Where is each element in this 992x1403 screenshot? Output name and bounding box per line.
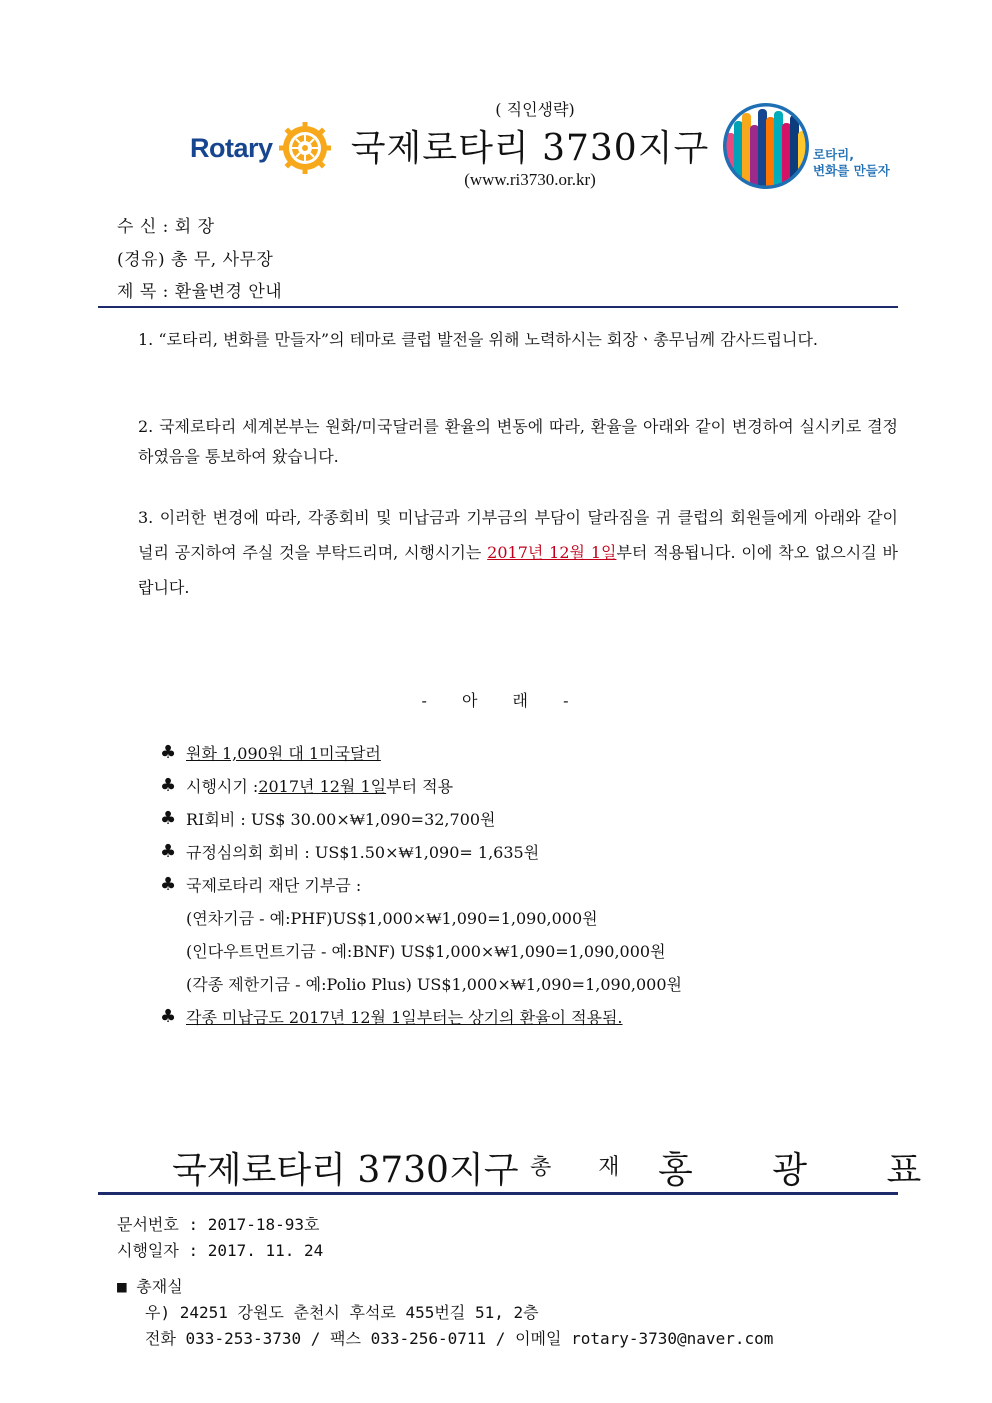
square-bullet-icon: ■ [117, 1277, 127, 1296]
theme-line-2: 변화를 만들자 [813, 163, 890, 178]
header-divider [98, 306, 898, 308]
unpaid-dues-note: 각종 미납금도 2017년 12월 1일부터는 상기의 환율이 적용됨. [186, 1008, 623, 1027]
paragraph-3-part-a: 3. 이러한 변경에 따라, 각종회비 및 미납금과 기부금의 부담이 달라짐을 귀 클럽의 회원들에게 아래와 같이 널리 공지하여 주실 것을 부탁드리며, 시행시기는 [138, 508, 898, 562]
club-bullet-icon: ♣ [160, 874, 177, 895]
rotary-logo [190, 122, 331, 174]
list-item [160, 802, 682, 835]
effective-date-highlight: 2017년 12월 1일 [487, 543, 617, 562]
theme-line-1: 로타리, [813, 147, 854, 162]
paragraph-3-text [98, 500, 898, 605]
rate-items-list [160, 736, 682, 1033]
list-item [160, 868, 682, 901]
seal-omitted-note: ( 직인생략) [495, 100, 575, 119]
exchange-rate-text: 원화 1,090원 대 1미국달러 [186, 744, 381, 763]
foundation-donation-text: 국제로타리 재단 기부금 : [186, 876, 362, 895]
paragraph-1-text: 1. “로타리, 변화를 만들자”의 테마로 클럽 발전을 위해 노력하시는 회장ㆍ총무님께 감사드립니다. [138, 330, 818, 349]
club-bullet-icon: ♣ [160, 841, 177, 862]
rotary-wordmark: Rotary [190, 132, 273, 163]
office-heading [117, 1274, 183, 1297]
list-subitem: (인다우트먼트기금 - 예:BNF) US$1,000×₩1,090=1,090,000원 [186, 942, 666, 961]
website-link[interactable]: (www.ri3730.or.kr) [464, 170, 596, 189]
footer-divider [98, 1192, 898, 1195]
subject-line: 제 목 : 환율변경 안내 [117, 282, 283, 302]
club-bullet-icon: ♣ [160, 1006, 177, 1027]
signature-org: 국제로타리 3730지구 [172, 1150, 519, 1191]
list-item [160, 769, 682, 802]
notice-heading: - 아 래 - [421, 691, 569, 710]
list-item [160, 736, 682, 769]
office-name: 총재실 [136, 1277, 183, 1296]
paragraph-1 [98, 325, 898, 355]
via-line: (경유) 총 무, 사무장 [117, 250, 274, 270]
list-item [160, 835, 682, 868]
club-bullet-icon: ♣ [160, 742, 177, 763]
effective-date: 2017년 12월 1일 [258, 777, 387, 796]
club-bullet-icon: ♣ [160, 808, 177, 829]
club-bullet-icon: ♣ [160, 775, 177, 796]
list-subitem: (연차기금 - 예:PHF)US$1,000×₩1,090=1,090,000원 [186, 909, 598, 928]
paragraph-3 [98, 500, 898, 605]
theme-text [813, 147, 890, 179]
council-dues-text: 규정심의회 회비 : US$1.50×₩1,090= 1,635원 [186, 843, 540, 862]
effective-tail: 부터 적용 [386, 777, 454, 796]
document-number: 문서번호 : 2017-18-93호 [117, 1215, 320, 1234]
paragraph-2-text: 2. 국제로타리 세계본부는 원화/미국달러를 환율의 변동에 따라, 환율을 아래와 같이 변경하여 실시키로 결정하였음을 통보하여 왔습니다. [138, 417, 898, 466]
paragraph-2 [98, 412, 898, 472]
effective-label: 시행시기 : [186, 777, 259, 796]
recipient-line: 수 신 : 회 장 [117, 217, 215, 237]
paragraph-3-part-b: 부터 적용됩니다. 이에 착오 없으시길 바랍니다. [138, 543, 898, 597]
issue-date: 시행일자 : 2017. 11. 24 [117, 1241, 324, 1260]
signature-name: 홍 광 표 [658, 1150, 956, 1191]
office-contact[interactable]: 전화 033-253-3730 / 팩스 033-256-0711 / 이메일 rotary-3730@naver.com [145, 1329, 774, 1348]
office-address: 우) 24251 강원도 춘천시 후석로 455번길 51, 2층 [145, 1303, 539, 1322]
list-subitem: (각종 제한기금 - 예:Polio Plus) US$1,000×₩1,090=1,090,000원 [186, 975, 682, 994]
district-title: 국제로타리 3730지구 [350, 128, 710, 169]
rotary-wheel-icon [279, 122, 331, 174]
theme-badge-icon [722, 103, 810, 189]
signature-role: 총 재 [530, 1155, 640, 1180]
list-item [160, 1000, 682, 1033]
ri-dues-text: RI회비 : US$ 30.00×₩1,090=32,700원 [186, 810, 496, 829]
